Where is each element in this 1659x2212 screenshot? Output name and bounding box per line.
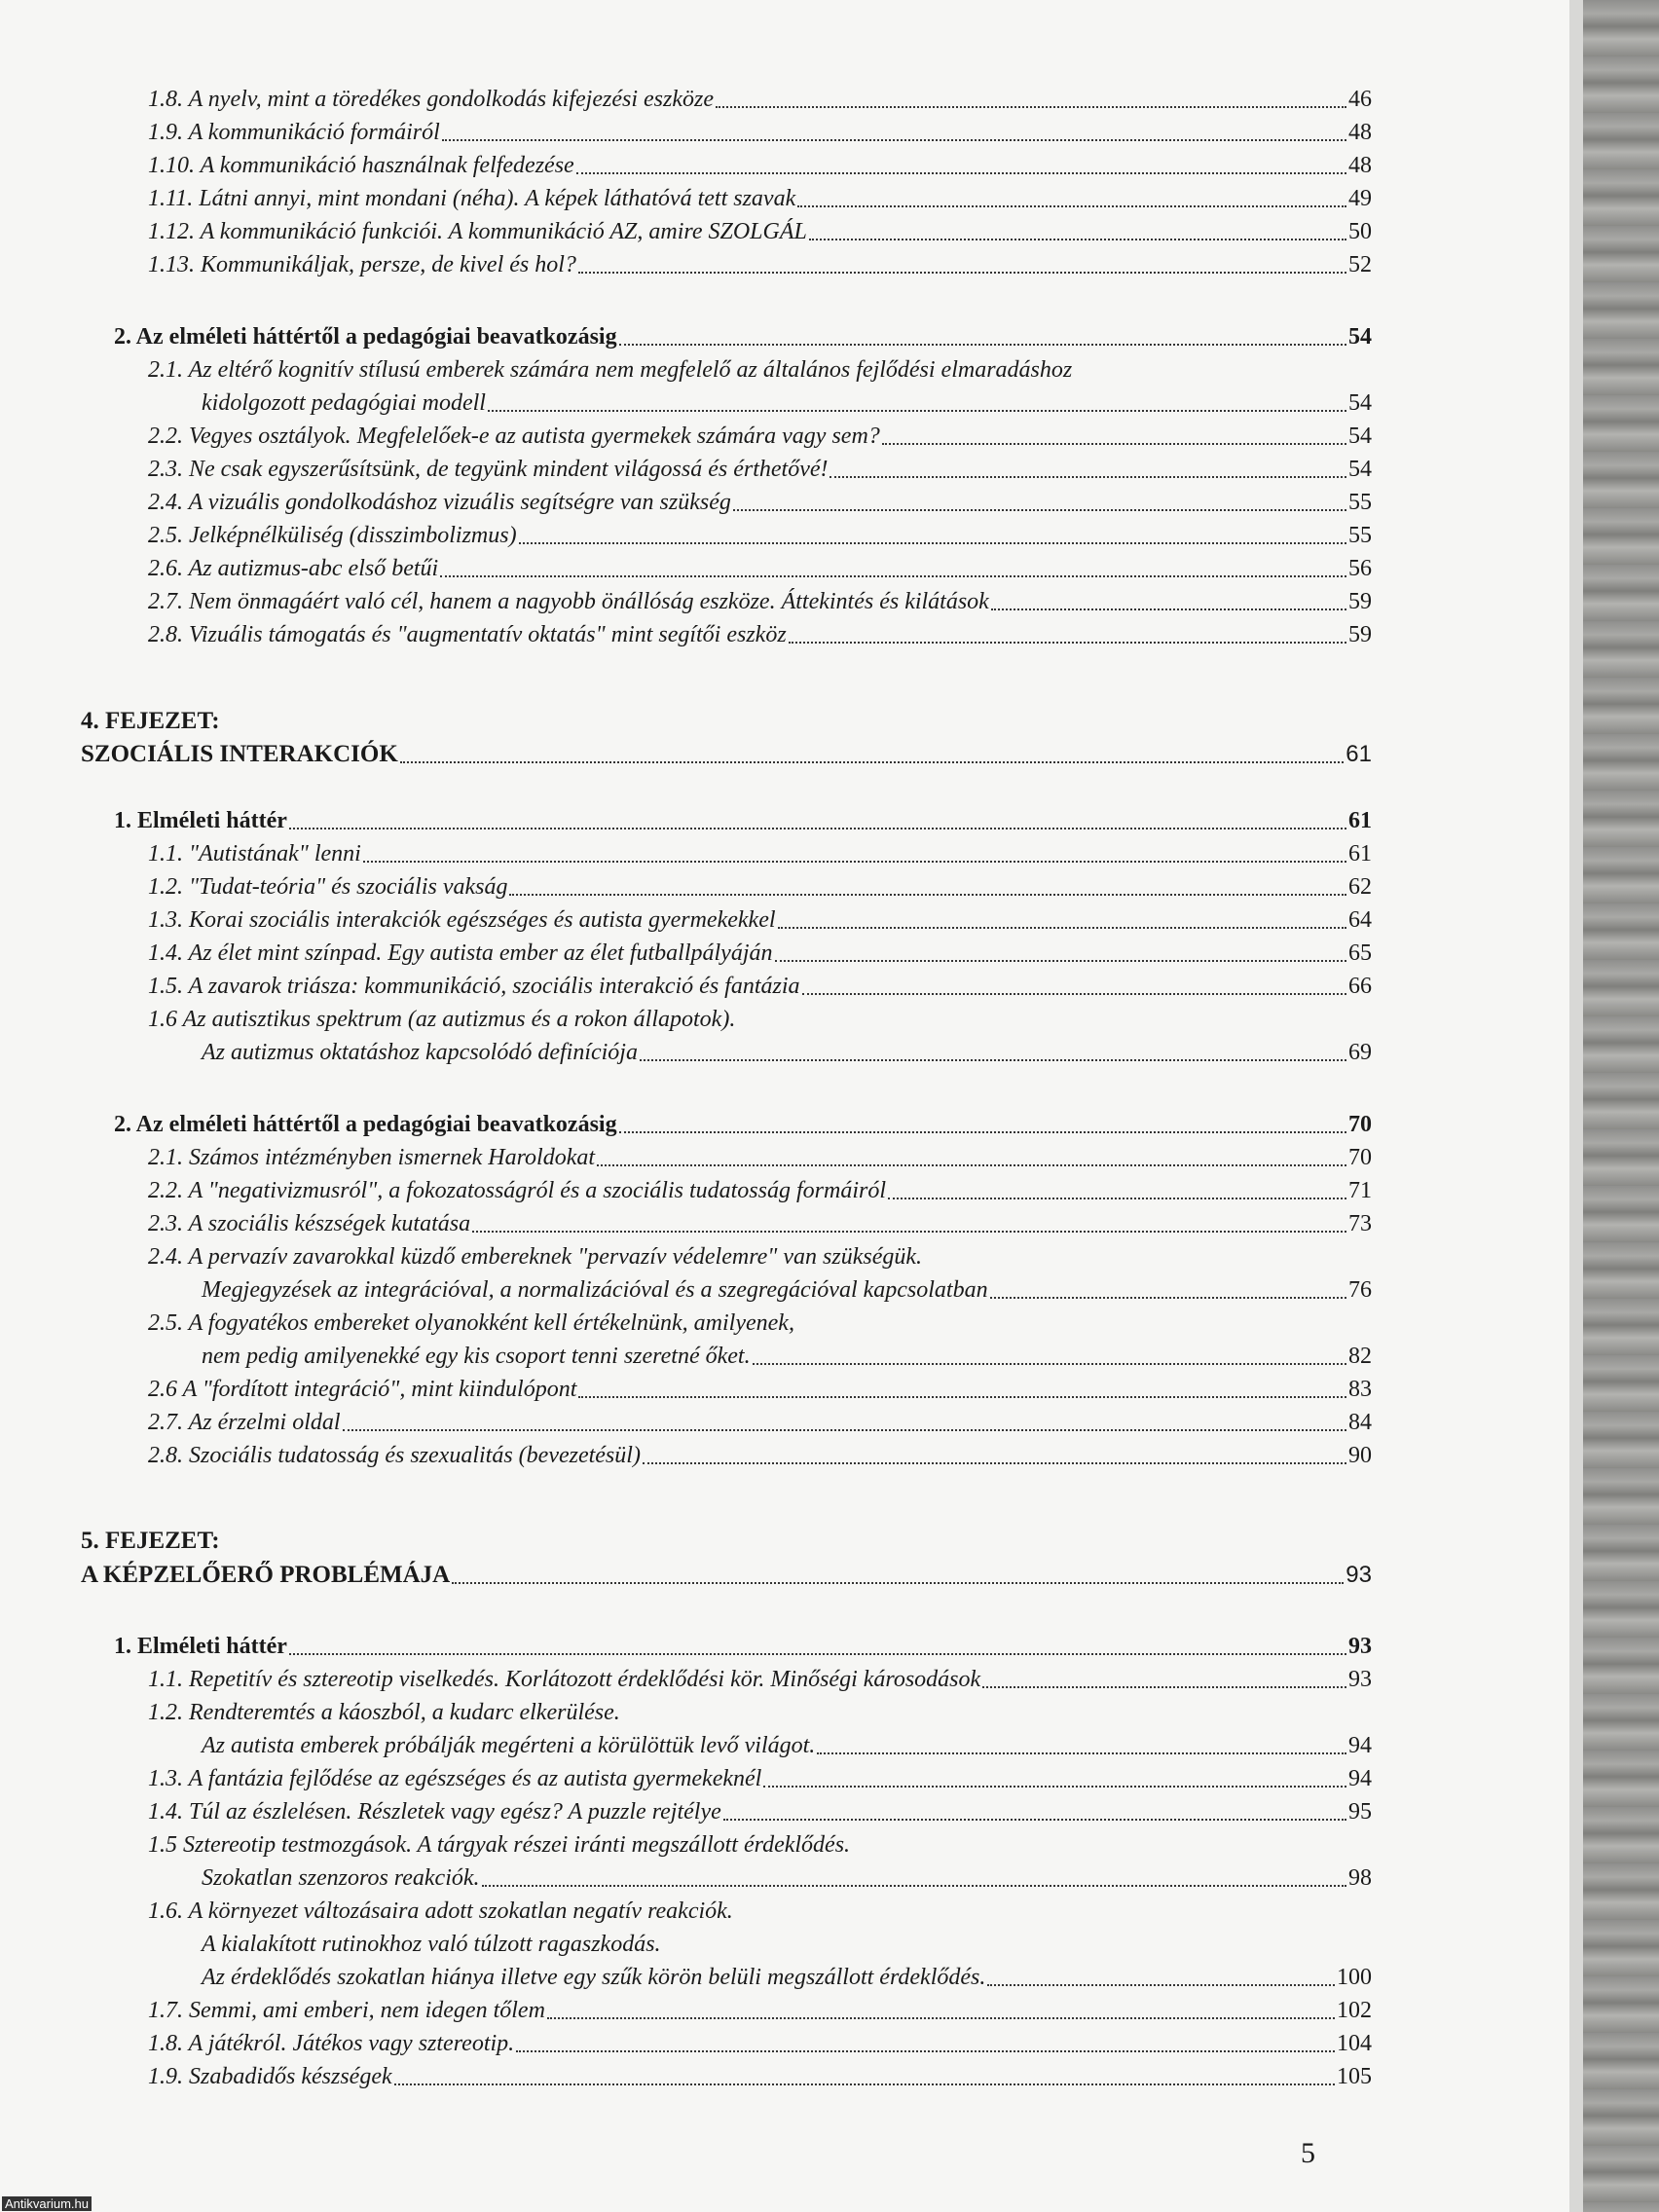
- leader-dots: [723, 1817, 1346, 1821]
- toc-entry: [148, 455, 1372, 484]
- leader-dots: [509, 892, 1346, 896]
- toc-entry-title: 1.1. "Autistának" lenni: [148, 841, 361, 866]
- toc-entry-title: 1.2. Rendteremtés a káoszból, a kudarc elkerülése.: [148, 1700, 620, 1725]
- toc-entry-title: 2.2. A "negativizmusról", a fokozatosságról és a szociális tudatosság formáiról: [148, 1178, 886, 1203]
- toc-entry-page: 93: [1348, 1667, 1372, 1692]
- toc-entry-title: 1.11. Látni annyi, mint mondani (néha). A képek láthatóvá tett szavak: [148, 186, 796, 211]
- toc-entry-page: 70: [1348, 1145, 1372, 1170]
- leader-dots: [619, 1129, 1346, 1133]
- toc-section-title: 1. Elméleti háttér: [114, 808, 287, 833]
- toc-entry-page: 73: [1348, 1211, 1372, 1236]
- toc-entry-title-continued: Az autizmus oktatáshoz kapcsolódó definíciója: [202, 1040, 638, 1065]
- leader-dots: [597, 1162, 1346, 1166]
- toc-entry-line: [148, 1242, 1372, 1272]
- toc-entry-title: 1.5. A zavarok triásza: kommunikáció, szociális interakció és fantázia: [148, 974, 800, 999]
- toc-entry-title: 1.3. Korai szociális interakciók egészséges és autista gyermekekkel: [148, 907, 776, 933]
- toc-entry: [148, 620, 1372, 649]
- toc-entry-title: 2.8. Vizuális támogatás és "augmentatív oktatás" mint segítői eszköz: [148, 622, 787, 647]
- toc-entry-page: 55: [1348, 523, 1372, 548]
- toc-entry-line: [148, 1005, 1372, 1034]
- toc-entry: [148, 1143, 1372, 1172]
- toc-entry: [202, 1342, 1372, 1371]
- toc-entry: [148, 1408, 1372, 1437]
- toc-entry: [148, 1797, 1372, 1826]
- toc-entry-title-continued: nem pedig amilyenekké egy kis csoport tenni szeretné őket.: [202, 1344, 751, 1369]
- toc-entry-title: 2.1. Számos intézményben ismernek Haroldokat: [148, 1145, 596, 1170]
- toc-entry-title: 1.8. A játékról. Játékos vagy sztereotip.: [148, 2031, 515, 2056]
- leader-dots: [289, 1651, 1346, 1655]
- toc-entry-title-continued: Szokatlan szenzoros reakciók.: [202, 1865, 480, 1891]
- toc-entry-page: 49: [1348, 186, 1372, 211]
- leader-dots: [987, 1982, 1335, 1986]
- leader-dots: [817, 1751, 1346, 1754]
- toc-entry-page: 71: [1348, 1178, 1372, 1203]
- chapter-title: SZOCIÁLIS INTERAKCIÓK: [81, 741, 398, 767]
- toc-entry-title: 1.6 Az autisztikus spektrum (az autizmus és a rokon állapotok).: [148, 1007, 736, 1032]
- chapter-page: 61: [1346, 741, 1372, 767]
- toc-entry: [148, 85, 1372, 114]
- toc-entry-page: 102: [1337, 1998, 1372, 2023]
- toc-entry-page: 46: [1348, 87, 1372, 112]
- toc-entry: [148, 422, 1372, 451]
- toc-entry-title: 2.3. A szociális készségek kutatása: [148, 1211, 471, 1236]
- leader-dots: [440, 573, 1346, 577]
- leader-dots: [578, 1394, 1346, 1398]
- leader-dots: [400, 759, 1345, 763]
- toc-entry-title-continued: Az autista emberek próbálják megérteni a körülöttük levő világot.: [202, 1733, 816, 1758]
- leader-dots: [547, 2015, 1335, 2019]
- toc-entry-title: 1.8. A nyelv, mint a töredékes gondolkodás kifejezési eszköze: [148, 87, 714, 112]
- toc-entry: [148, 250, 1372, 279]
- toc-section-page: 70: [1348, 1112, 1372, 1137]
- leader-dots: [982, 1684, 1346, 1688]
- toc-section: [114, 806, 1372, 835]
- toc-entry-page: 50: [1348, 219, 1372, 244]
- toc-entry-page: 105: [1337, 2064, 1372, 2089]
- watermark: Antikvarium.hu: [2, 2196, 92, 2211]
- toc-entry-page: 54: [1348, 424, 1372, 449]
- chapter-heading: [81, 740, 1372, 769]
- toc-entry-title-continued: Megjegyzések az integrációval, a normalizációval és a szegregációval kapcsolatban: [202, 1277, 988, 1303]
- leader-dots: [519, 540, 1346, 544]
- toc-entry-page: 76: [1348, 1277, 1372, 1303]
- toc-entry-title: 1.9. Szabadidős készségek: [148, 2064, 392, 2089]
- toc-entry-title: 1.13. Kommunikáljak, persze, de kivel és hol?: [148, 252, 576, 277]
- leader-dots: [733, 507, 1346, 511]
- leader-dots: [830, 474, 1346, 478]
- toc-entry-page: 104: [1337, 2031, 1372, 2056]
- leader-dots: [619, 342, 1346, 346]
- toc-entry: [202, 1275, 1372, 1305]
- toc-entry-page: 94: [1348, 1733, 1372, 1758]
- toc-entry: [202, 388, 1372, 418]
- chapter-label: 5. FEJEZET:: [81, 1528, 220, 1554]
- toc-entry: [148, 1441, 1372, 1470]
- toc-section-title: 2. Az elméleti háttértől a pedagógiai beavatkozásig: [114, 324, 617, 350]
- toc-entry-page: 65: [1348, 940, 1372, 966]
- toc-entry-title-continued: A kialakított rutinokhoz való túlzott ragaszkodás.: [202, 1932, 661, 1957]
- toc-entry-title: 1.5 Sztereotip testmozgások. A tárgyak részei iránti megszállott érdeklődés.: [148, 1832, 851, 1858]
- toc-entry: [148, 2062, 1372, 2091]
- page-edge-highlight: [1569, 0, 1583, 2212]
- toc-entry-title: 2.3. Ne csak egyszerűsítsünk, de tegyünk mindent világossá és érthetővé!: [148, 457, 829, 482]
- toc-entry-page: 100: [1337, 1965, 1372, 1990]
- toc-entry: [148, 1176, 1372, 1205]
- toc-entry: [148, 972, 1372, 1001]
- toc-entry: [148, 1764, 1372, 1793]
- toc-entry: [202, 1038, 1372, 1067]
- toc-entry: [202, 1863, 1372, 1893]
- toc-entry-line: [148, 1309, 1372, 1338]
- toc-entry-line: [148, 1897, 1372, 1926]
- leader-dots: [363, 859, 1346, 863]
- leader-dots: [576, 170, 1346, 174]
- toc-entry-title: 2.5. Jelképnélküliség (disszimbolizmus): [148, 523, 517, 548]
- leader-dots: [802, 991, 1346, 995]
- toc-entry-page: 59: [1348, 589, 1372, 614]
- toc-entry-line: [148, 1698, 1372, 1727]
- toc-entry-page: 55: [1348, 490, 1372, 515]
- chapter-label: 4. FEJEZET:: [81, 708, 220, 734]
- toc-entry: [148, 217, 1372, 246]
- chapter-page: 93: [1346, 1562, 1372, 1588]
- toc-entry-title: 1.2. "Tudat-teória" és szociális vakság: [148, 874, 508, 900]
- leader-dots: [775, 958, 1347, 962]
- toc-entry-title: 1.7. Semmi, ami emberi, nem idegen tőlem: [148, 1998, 545, 2023]
- toc-entry: [148, 872, 1372, 902]
- toc-entry-line: [202, 1930, 1372, 1959]
- leader-dots: [442, 137, 1346, 141]
- toc-section-title: 1. Elméleti háttér: [114, 1634, 287, 1659]
- toc-entry-title: 2.1. Az eltérő kognitív stílusú emberek számára nem megfelelő az általános fejlődési elmaradáshoz: [148, 357, 1073, 383]
- leader-dots: [643, 1460, 1346, 1464]
- toc-entry-page: 90: [1348, 1443, 1372, 1468]
- toc-entry-page: 54: [1348, 457, 1372, 482]
- toc-entry-line: [148, 355, 1372, 385]
- toc-section: [114, 1110, 1372, 1139]
- toc-entry-title: 2.6 A "fordított integráció", mint kiindulópont: [148, 1377, 577, 1402]
- page-number: 5: [1301, 2137, 1315, 2169]
- toc-entry-page: 54: [1348, 390, 1372, 416]
- toc-entry: [148, 1665, 1372, 1694]
- toc-entry: [148, 1996, 1372, 2025]
- toc-section-page: 93: [1348, 1634, 1372, 1659]
- toc-entry-page: 59: [1348, 622, 1372, 647]
- toc-entry-page: 62: [1348, 874, 1372, 900]
- toc-entry: [148, 1375, 1372, 1404]
- toc-entry-page: 66: [1348, 974, 1372, 999]
- toc-entry-page: 95: [1348, 1799, 1372, 1825]
- toc-entry: [202, 1963, 1372, 1992]
- toc-entry-title: 2.8. Szociális tudatosság és szexualitás (bevezetésül): [148, 1443, 641, 1468]
- toc-entry-page: 94: [1348, 1766, 1372, 1791]
- toc-entry-title: 1.9. A kommunikáció formáiról: [148, 120, 440, 145]
- chapter-title: A KÉPZELŐERŐ PROBLÉMÁJA: [81, 1562, 451, 1588]
- toc-entry-page: 52: [1348, 252, 1372, 277]
- toc-entry-title: 1.12. A kommunikáció funkciói. A kommunikáció AZ, amire SZOLGÁL: [148, 219, 807, 244]
- toc-section: [114, 322, 1372, 351]
- toc-entry: [148, 839, 1372, 868]
- toc-entry-page: 48: [1348, 153, 1372, 178]
- toc-section-page: 61: [1348, 808, 1372, 833]
- leader-dots: [394, 2082, 1335, 2085]
- toc-entry-title: 1.3. A fantázia fejlődése az egészséges és az autista gyermekeknél: [148, 1766, 762, 1791]
- toc-entry: [148, 587, 1372, 616]
- toc-entry-line: [148, 1830, 1372, 1860]
- leader-dots: [789, 640, 1346, 644]
- leader-dots: [488, 408, 1346, 412]
- toc-entry-page: 69: [1348, 1040, 1372, 1065]
- toc-entry-title: 1.1. Repetitív és sztereotip viselkedés. Korlátozott érdeklődési kör. Minőségi károsodások: [148, 1667, 981, 1692]
- toc-entry: [148, 939, 1372, 968]
- leader-dots: [289, 826, 1346, 830]
- toc-entry-title: 1.4. Túl az észlelésen. Részletek vagy egész? A puzzle rejtélye: [148, 1799, 721, 1825]
- leader-dots: [452, 1580, 1344, 1584]
- toc-entry: [148, 2029, 1372, 2058]
- leader-dots: [990, 1295, 1346, 1299]
- leader-dots: [763, 1784, 1346, 1788]
- leader-dots: [640, 1057, 1346, 1061]
- toc-entry-page: 61: [1348, 841, 1372, 866]
- toc-entry: [148, 554, 1372, 583]
- chapter-heading: [81, 1561, 1372, 1590]
- toc-entry: [202, 1731, 1372, 1760]
- toc-entry-page: 56: [1348, 556, 1372, 581]
- toc-entry-title: 2.5. A fogyatékos embereket olyanokként kell értékelnünk, amilyenek,: [148, 1310, 794, 1336]
- toc-entry-title: 1.6. A környezet változásaira adott szokatlan negatív reakciók.: [148, 1899, 733, 1924]
- leader-dots: [778, 925, 1346, 929]
- leader-dots: [882, 441, 1346, 445]
- toc-entry-title-continued: Az érdeklődés szokatlan hiánya illetve egy szűk körön belüli megszállott érdeklődés.: [202, 1965, 986, 1990]
- toc-entry: [148, 488, 1372, 517]
- toc-entry-page: 48: [1348, 120, 1372, 145]
- leader-dots: [516, 2048, 1335, 2052]
- toc-entry-title: 2.2. Vegyes osztályok. Megfelelőek-e az autista gyermekek számára vagy sem?: [148, 424, 880, 449]
- toc-section-title: 2. Az elméleti háttértől a pedagógiai beavatkozásig: [114, 1112, 617, 1137]
- leader-dots: [578, 270, 1346, 274]
- toc-entry-title-continued: kidolgozott pedagógiai modell: [202, 390, 486, 416]
- toc-entry: [148, 151, 1372, 180]
- toc-entry-title: 2.4. A pervazív zavarokkal küzdő embereknek "pervazív védelemre" van szükségük.: [148, 1244, 922, 1270]
- leader-dots: [482, 1883, 1346, 1887]
- toc-section-page: 54: [1348, 324, 1372, 350]
- toc-entry-page: 83: [1348, 1377, 1372, 1402]
- leader-dots: [472, 1229, 1346, 1233]
- toc-entry-title: 2.7. Az érzelmi oldal: [148, 1410, 341, 1435]
- leader-dots: [343, 1427, 1346, 1431]
- toc-entry-page: 64: [1348, 907, 1372, 933]
- leader-dots: [716, 104, 1346, 108]
- toc-entry-page: 82: [1348, 1344, 1372, 1369]
- toc-entry-title: 1.10. A kommunikáció használnak felfedezése: [148, 153, 574, 178]
- toc-entry-page: 98: [1348, 1865, 1372, 1891]
- toc-entry-title: 2.7. Nem önmagáért való cél, hanem a nagyobb önállóság eszköze. Áttekintés és kilátások: [148, 589, 989, 614]
- leader-dots: [753, 1361, 1346, 1365]
- toc-entry-title: 1.4. Az élet mint színpad. Egy autista ember az élet futballpályáján: [148, 940, 773, 966]
- leader-dots: [888, 1196, 1346, 1199]
- toc-entry: [148, 184, 1372, 213]
- leader-dots: [991, 607, 1346, 610]
- toc-section: [114, 1632, 1372, 1661]
- toc-entry: [148, 118, 1372, 147]
- toc-entry-page: 84: [1348, 1410, 1372, 1435]
- toc-entry-title: 2.4. A vizuális gondolkodáshoz vizuális segítségre van szükség: [148, 490, 731, 515]
- toc-entry: [148, 1209, 1372, 1238]
- toc-entry: [148, 521, 1372, 550]
- toc-entry: [148, 905, 1372, 935]
- toc-entry-title: 2.6. Az autizmus-abc első betűi: [148, 556, 439, 581]
- leader-dots: [809, 237, 1346, 240]
- leader-dots: [797, 203, 1346, 207]
